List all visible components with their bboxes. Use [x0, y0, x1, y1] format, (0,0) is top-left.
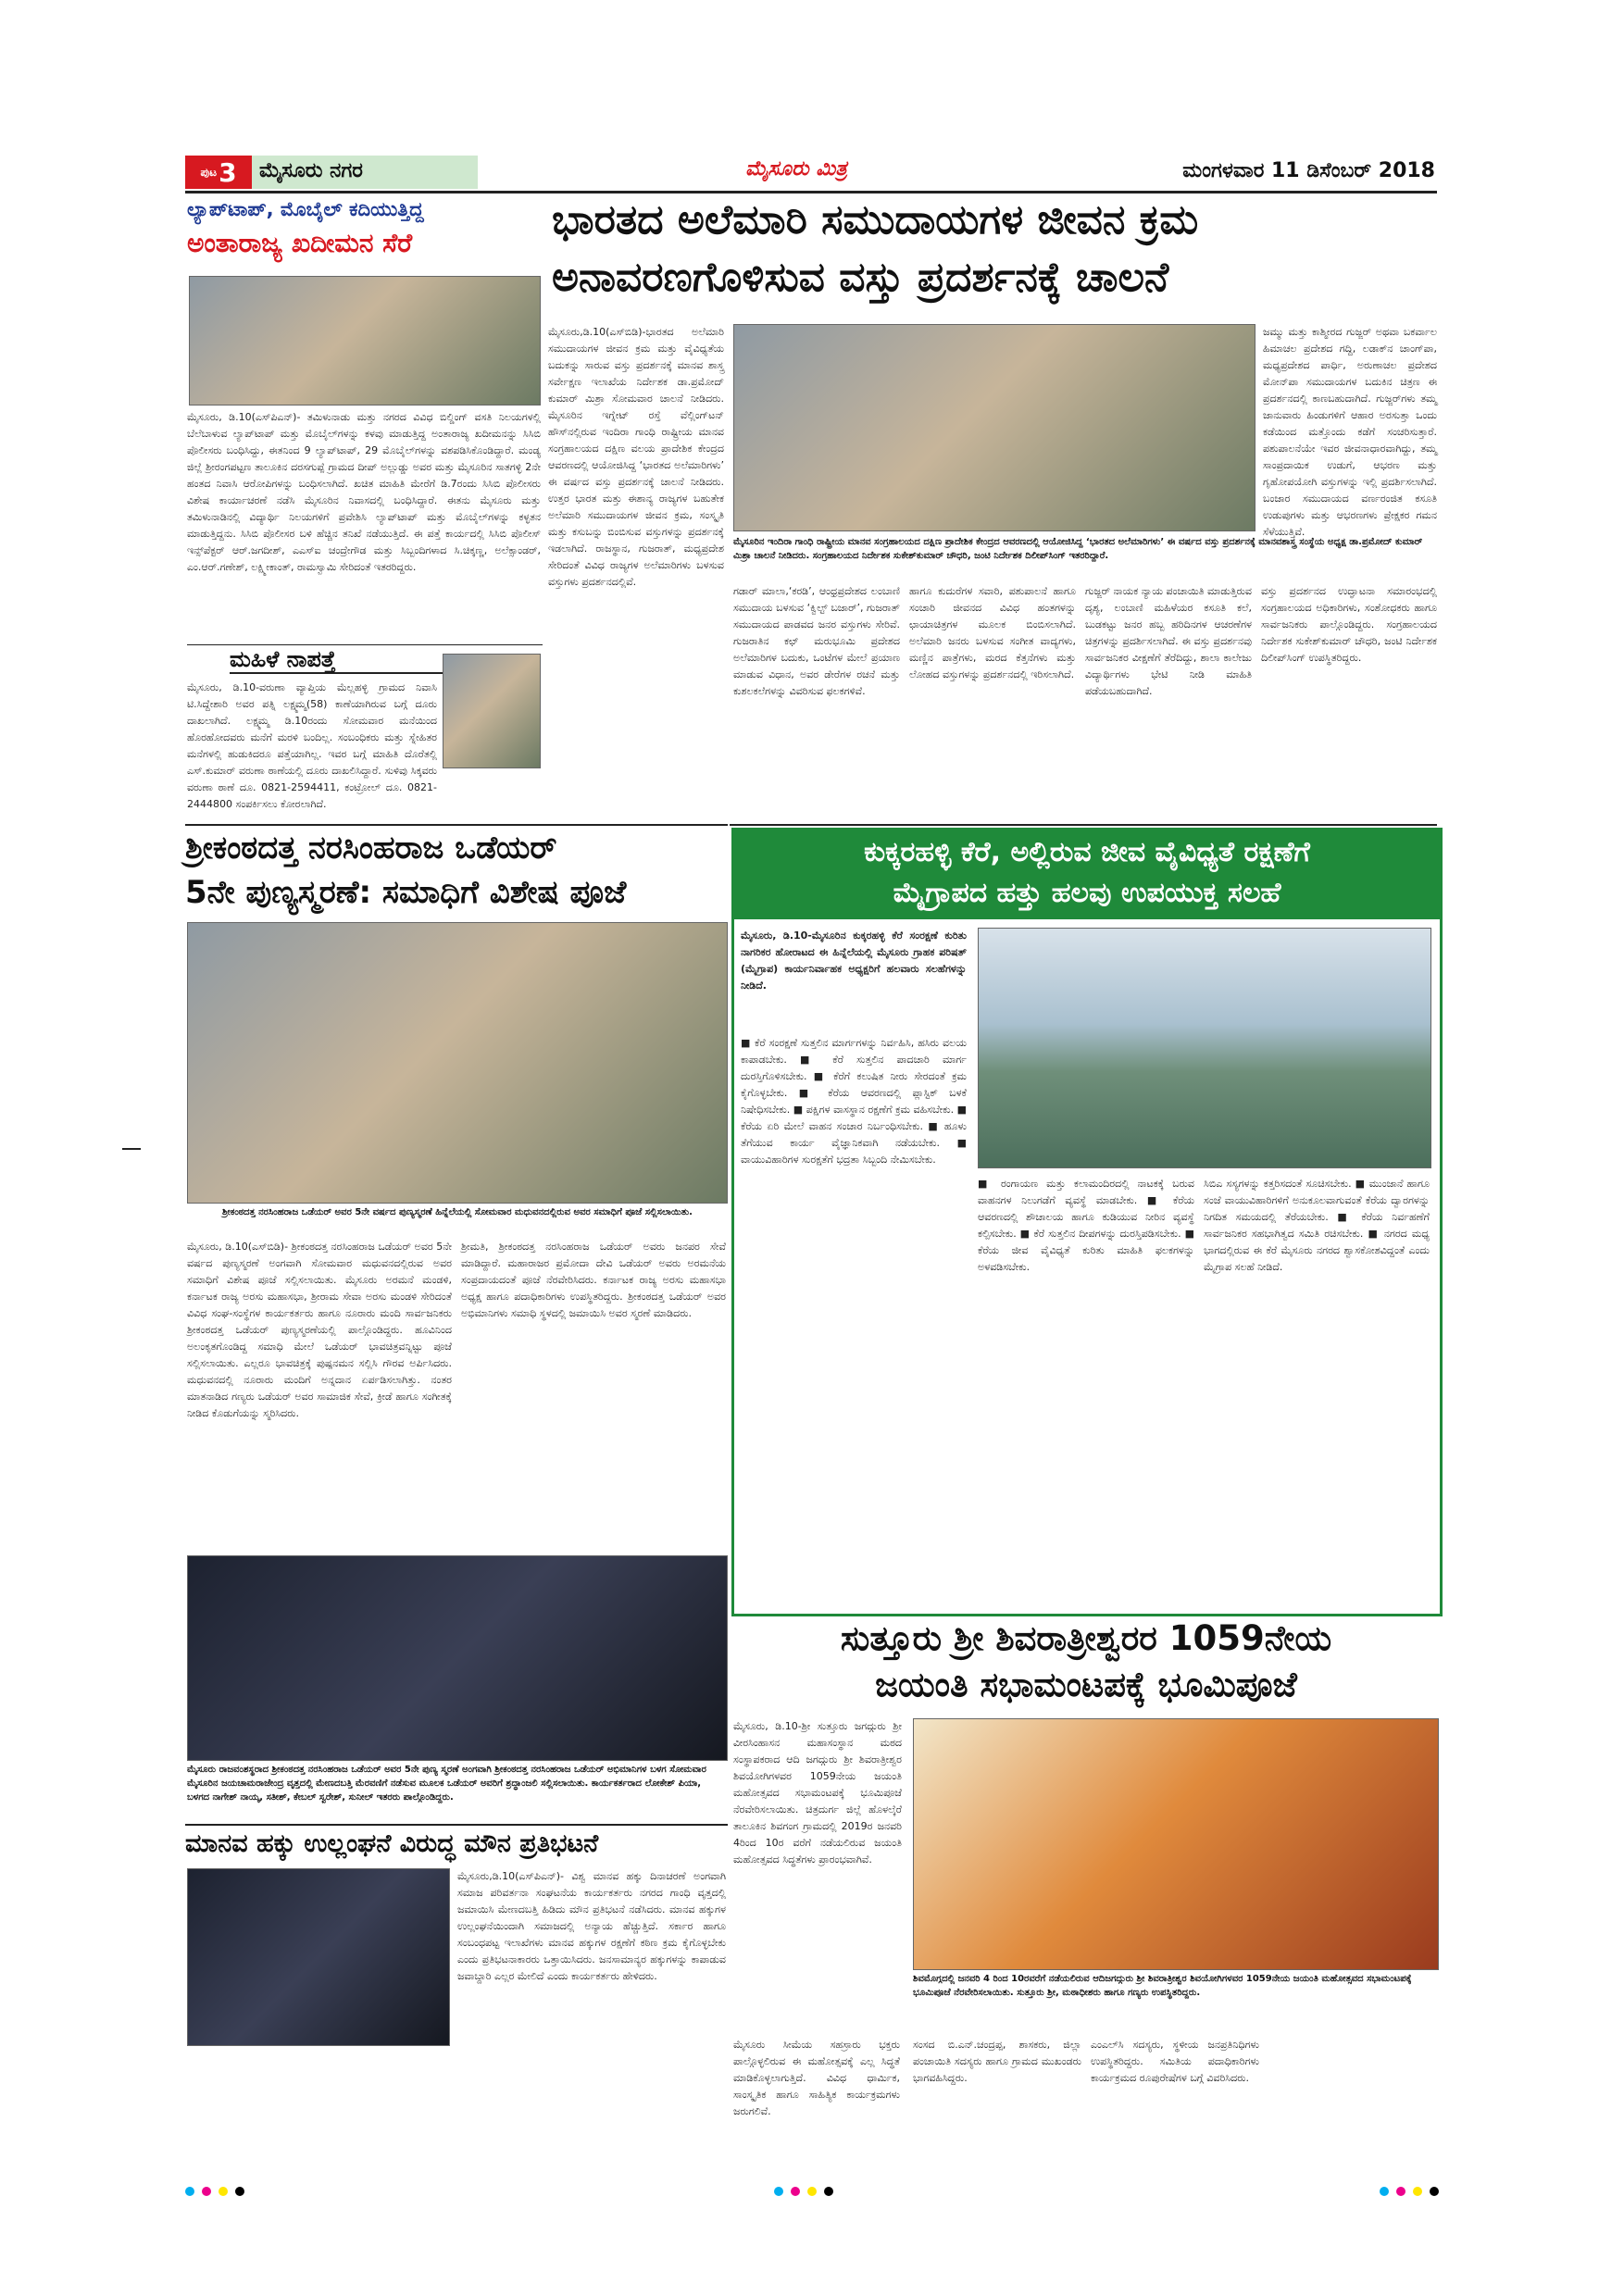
- missing-woman-photo: [443, 654, 541, 768]
- story7-col3: ಸಂಸದ ಬಿ.ಎನ್.ಚಂದ್ರಪ್ಪ, ಶಾಸಕರು, ಜಿಲ್ಲಾ ಪಂಚಾಯಿತಿ ಸದಸ್ಯರು ಹಾಗೂ ಗ್ರಾಮದ ಮುಖಂಡರು ಭಾಗವಹಿಸಿದ್ದರು.: [913, 2039, 1081, 2084]
- story3-col4: ಹಾಗೂ ಕುದುರೆಗಳ ಸವಾರಿ, ಪಶುಪಾಲನೆ ಹಾಗೂ ಸಂಚಾರಿ ಜೀವನದ ವಿವಿಧ ಹಂತಗಳನ್ನು ಛಾಯಾಚಿತ್ರಗಳ ಮೂಲಕ ಬಿಂಬಿಸಲಾಗಿದೆ. ಅಲೆಮಾರಿ ಜನರು ಬಳಸುವ ಸಂಗೀತ ವಾದ್ಯಗಳು, ಮಣ್ಣಿನ ಪಾತ್ರೆಗಳು, ಮರದ ಕೆತ್ತನೆಗಳು ಮತ್ತು ಲೋಹದ ವಸ್ತುಗಳನ್ನು ಪ್ರದರ್ಶನದಲ್ಲಿ ಇರಿಸಲಾಗಿದೆ.: [909, 585, 1076, 680]
- story3-headline-1: ಭಾರತದ ಅಲೆಮಾರಿ ಸಮುದಾಯಗಳ ಜೀವನ ಕ್ರಮ: [552, 196, 1199, 243]
- story1-body: ಮೈಸೂರು, ಡಿ.10(ಎಸ್‌ಪಿಎನ್)- ತಮಿಳುನಾಡು ಮತ್ತು ನಗರದ ವಿವಿಧ ಬಿಲ್ಡಿಂಗ್ ವಸತಿ ನಿಲಯಗಳಲ್ಲಿ ಬೆಲೆಬಾಳುವ ಲ್ಯಾಪ್‌ಟಾಪ್ ಮತ್ತು ಮೊಬೈಲ್‌ಗಳನ್ನು ಕಳವು ಮಾಡುತ್ತಿದ್ದ ಅಂತಾರಾಜ್ಯ ಖದೀಮನನ್ನು ಸಿಸಿಬಿ ಪೊಲೀಸರು ಬಂಧಿಸಿದ್ದು, ಈತನಿಂದ 9 ಲ್ಯಾಪ್‌ಟಾಪ್, 29 ಮೊಬೈಲ್‌ಗಳನ್ನು ವಶಪಡಿಸಿಕೊಂಡಿದ್ದಾರೆ. ಮಂಡ್ಯ ಜಿಲ್ಲೆ ಶ್ರೀರಂಗಪಟ್ಟಣ ತಾಲೂಕಿನ ದರಸಗುಪ್ಪೆ ಗ್ರಾಮದ ದೀಪ್ ಅಲ್ಲುಡ್ಡು ಅವರ ಮತ್ತು ಮೈಸೂರಿನ ಸಾತಗಳ್ಳಿ 2ನೇ ಹಂತದ ನಿವಾಸಿ ಆರೋಪಿಗಳನ್ನು ಬಂಧಿಸಲಾಗಿದೆ. ಖಚಿತ ಮಾಹಿತಿ ಮೇರೆಗೆ ಡಿ.7ರಂದು ಸಿಸಿಬಿ ಪೊಲೀಸರು ವಿಶೇಷ ಕಾರ್ಯಾಚರಣೆ ನಡೆಸಿ ಮೈಸೂರಿನ ನಿವಾಸದಲ್ಲಿ ಬಂಧಿಸಿದ್ದಾರೆ. ಈತನು ಮೈಸೂರು ಮತ್ತು ತಮಿಳುನಾಡಿನಲ್ಲಿ ವಿದ್ಯಾರ್ಥಿ ನಿಲಯಗಳಿಗೆ ಪ್ರವೇಶಿಸಿ ಲ್ಯಾಪ್‌ಟಾಪ್ ಮತ್ತು ಮೊಬೈಲ್‌ಗಳನ್ನು ಕಳ್ಳತನ ಮಾಡುತ್ತಿದ್ದನು. ಸಿಸಿಬಿ ಪೊಲೀಸರ ಬಳಿ ಹೆಚ್ಚಿನ ತನಿಖೆ ನಡೆಯುತ್ತಿದೆ. ಈ ಪತ್ತೆ ಕಾರ್ಯದಲ್ಲಿ ಸಿಸಿಬಿ ಪೊಲೀಸ್ ಇನ್ಸ್‌ಪೆಕ್ಟರ್ ಆರ್.ಜಗದೀಶ್, ಎಎಸ್‌ಐ ಚಂದ್ರೇಗೌಡ ಮತ್ತು ಸಿಬ್ಬಂದಿಗಳಾದ ಸಿ.ಚಿಕ್ಕಣ್ಣ, ಅಲೆಕ್ಸಾಂಡರ್, ಎಂ.ಆರ್.ಗಣೇಶ್, ಲಕ್ಷ್ಮೀಕಾಂತ್, ರಾಮಸ್ವಾಮಿ ಸೇರಿದಂತೆ ಇತರರಿದ್ದರು.: [187, 411, 541, 573]
- story4-divider: [185, 1824, 728, 1826]
- story3-photo: [733, 324, 1255, 531]
- story6-col3: ಸಿಬಿಎ ಸಸ್ಯಗಳನ್ನು ಕತ್ತರಿಸದಂತೆ ಸೂಚಿಸಬೇಕು. ■ ಮುಂಜಾನೆ ಹಾಗೂ ಸಂಜೆ ವಾಯುವಿಹಾರಿಗಳಿಗೆ ಅನುಕೂಲವಾಗುವಂತೆ ಕೆರೆಯ ದ್ವಾರಗಳನ್ನು ನಿಗದಿತ ಸಮಯದಲ್ಲಿ ತೆರೆಯಬೇಕು. ■ ಕೆರೆಯ ನಿರ್ವಹಣೆಗೆ ಸಾರ್ವಜನಿಕರ ಸಹಭಾಗಿತ್ವದ ಸಮಿತಿ ರಚಿಸಬೇಕು. ■ ನಗರದ ಮಧ್ಯ ಭಾಗದಲ್ಲಿರುವ ಈ ಕೆರೆ ಮೈಸೂರು ನಗರದ ಶ್ವಾಸಕೋಶವಿದ್ದಂತೆ ಎಂದು ಮೈಗ್ರಾಪ ಸಲಹೆ ನೀಡಿದೆ.: [1204, 1178, 1430, 1273]
- story4-photo-1: [187, 922, 728, 1204]
- story3-caption: ಮೈಸೂರಿನ ಇಂದಿರಾ ಗಾಂಧಿ ರಾಷ್ಟ್ರೀಯ ಮಾನವ ಸಂಗ್ರಹಾಲಯದ ದಕ್ಷಿಣ ಪ್ರಾದೇಶಿಕ ಕೇಂದ್ರದ ಆವರಣದಲ್ಲಿ ಆಯೋಜಿಸಿದ್ದ ‘ಭಾರತದ ಅಲೆಮಾರಿಗಳು’ ಈ ವರ್ಷದ ವಸ್ತು ಪ್ರದರ್ಶನಕ್ಕೆ ಮಾನವಶಾಸ್ತ್ರ ಸಂಸ್ಥೆಯ ಅಧ್ಯಕ್ಷ ಡಾ.ಪ್ರಮೋದ್ ಕುಮಾರ್ ಮಿಶ್ರಾ ಚಾಲನೆ ನೀಡಿದರು. ಸಂಗ್ರಹಾಲಯದ ನಿರ್ದೇಶಕ ಸುಕೇಶ್‌ಕುಮಾರ್ ಚೌಧರಿ, ಜಂಟಿ ನಿರ್ದೇಶಕ ದಿಲೀಪ್‌ಸಿಂಗ್ ಇತರರಿದ್ದಾರೆ.: [733, 537, 1423, 561]
- story2-divider: [185, 824, 728, 826]
- story5-body: ಮೈಸೂರು,ಡಿ.10(ಎಸ್‌ಪಿಎನ್)- ವಿಶ್ವ ಮಾನವ ಹಕ್ಕು ದಿನಾಚರಣೆ ಅಂಗವಾಗಿ ಸಮಾಜ ಪರಿವರ್ತನಾ ಸಂಘಟನೆಯ ಕಾರ್ಯಕರ್ತರು ನಗರದ ಗಾಂಧಿ ವೃತ್ತದಲ್ಲಿ ಜಮಾಯಿಸಿ ಮೇಣದಬತ್ತಿ ಹಿಡಿದು ಮೌನ ಪ್ರತಿಭಟನೆ ನಡೆಸಿದರು. ಮಾನವ ಹಕ್ಕುಗಳ ಉಲ್ಲಂಘನೆಯಿಂದಾಗಿ ಸಮಾಜದಲ್ಲಿ ಅನ್ಯಾಯ ಹೆಚ್ಚುತ್ತಿದೆ. ಸರ್ಕಾರ ಹಾಗೂ ಸಂಬಂಧಪಟ್ಟ ಇಲಾಖೆಗಳು ಮಾನವ ಹಕ್ಕುಗಳ ರಕ್ಷಣೆಗೆ ಕಠಿಣ ಕ್ರಮ ಕೈಗೊಳ್ಳಬೇಕು ಎಂದು ಪ್ರತಿಭಟನಾಕಾರರು ಒತ್ತಾಯಿಸಿದರು. ಜನಸಾಮಾನ್ಯರ ಹಕ್ಕುಗಳನ್ನು ಕಾಪಾಡುವ ಜವಾಬ್ದಾರಿ ಎಲ್ಲರ ಮೇಲಿದೆ ಎಂದು ಕಾರ್ಯಕರ್ತರು ಹೇಳಿದರು.: [457, 1870, 726, 1982]
- story4-caption-1: ಶ್ರೀಕಂಠದತ್ತ ನರಸಿಂಹರಾಜ ಒಡೆಯರ್ ಅವರ 5ನೇ ವರ್ಷದ ಪುಣ್ಯಸ್ಮರಣೆ ಹಿನ್ನೆಲೆಯಲ್ಲಿ ಸೋಮವಾರ ಮಧುವನದಲ್ಲಿರುವ ಅವರ ಸಮಾಧಿಗೆ ಪೂಜೆ ಸಲ್ಲಿಸಲಾಯಿತು.: [222, 1207, 693, 1217]
- story7-col4: ಎಂಎಲ್‌ಸಿ ಸದಸ್ಯರು, ಸ್ಥಳೀಯ ಜನಪ್ರತಿನಿಧಿಗಳು ಉಪಸ್ಥಿತರಿದ್ದರು. ಸಮಿತಿಯ ಪದಾಧಿಕಾರಿಗಳು ಕಾರ್ಯಕ್ರಮದ ರೂಪುರೇಷೆಗಳ ಬಗ್ಗೆ ವಿವರಿಸಿದರು.: [1091, 2039, 1259, 2084]
- story3-col3: ಗಡಾರ್ ಮಾಲಾ,‘ಕರಡಿ’, ಆಂಧ್ರಪ್ರದೇಶದ ಲಂಬಾಣಿ ಸಮುದಾಯ ಬಳಸುವ ‘ಕ್ವಿಲ್ಟ್ ಬಜಾರ್’, ಗುಜರಾತ್ ಸಮುದಾಯದ ಪಾಡವದ ಜನರ ವಸ್ತುಗಳು ಸೇರಿವೆ. ಗುಜರಾತಿನ ಕಛ್ ಮರುಭೂಮಿ ಪ್ರದೇಶದ ಅಲೆಮಾರಿಗಳ ಬದುಕು, ಒಂಟೆಗಳ ಮೇಲೆ ಪ್ರಯಾಣ ಮಾಡುವ ವಿಧಾನ, ಅವರ ಡೇರೆಗಳ ರಚನೆ ಮತ್ತು ಕುಶಲಕಲೆಗಳನ್ನು ವಿವರಿಸುವ ಫಲಕಗಳಿವೆ.: [733, 585, 900, 697]
- masthead-logo: ಮೈಸೂರು ಮಿತ್ರ: [745, 157, 847, 181]
- fold-mark: [122, 1148, 141, 1150]
- story6-headline-1: ಕುಕ್ಕರಹಳ್ಳಿ ಕೆರೆ, ಅಲ್ಲಿರುವ ಜೀವ ವೈವಿಧ್ಯತೆ ರಕ್ಷಣೆಗೆ: [864, 836, 1310, 868]
- story4-headline-2: 5ನೇ ಪುಣ್ಯಸ್ಮರಣೆ: ಸಮಾಧಿಗೆ ವಿಶೇಷ ಪೂಜೆ: [185, 874, 627, 911]
- cyan-dot: [774, 2187, 783, 2196]
- story1-kicker: ಲ್ಯಾಪ್‌ಟಾಪ್, ಮೊಬೈಲ್ ಕದಿಯುತ್ತಿದ್ದ: [187, 198, 424, 220]
- story3-col1: ಮೈಸೂರು,ಡಿ.10(ಎಸ್‌ಬಿಡಿ)-ಭಾರತದ ಅಲೆಮಾರಿ ಸಮುದಾಯಗಳ ಜೀವನ ಕ್ರಮ ಮತ್ತು ವೈವಿಧ್ಯತೆಯ ಬದುಕನ್ನು ಸಾರುವ ವಸ್ತು ಪ್ರದರ್ಶನಕ್ಕೆ ಮಾನವ ಶಾಸ್ತ್ರ ಸರ್ವೇಕ್ಷಣ ಇಲಾಖೆಯ ನಿರ್ದೇಶಕ ಡಾ.ಪ್ರಮೋದ್ ಕುಮಾರ್ ಮಿಶ್ರಾ ಸೋಮವಾರ ಚಾಲನೆ ನೀಡಿದರು. ಮೈಸೂರಿನ ಇಗ್ನೇಟ್ ರಸ್ತೆ ವೆಲ್ಲಿಂಗ್‌ಟನ್ ಹೌಸ್‌ನಲ್ಲಿರುವ ಇಂದಿರಾ ಗಾಂಧಿ ರಾಷ್ಟ್ರೀಯ ಮಾನವ ಸಂಗ್ರಹಾಲಯದ ದಕ್ಷಿಣ ವಲಯ ಪ್ರಾದೇಶಿಕ ಕೇಂದ್ರದ ಆವರಣದಲ್ಲಿ ಆಯೋಜಿಸಿದ್ದ ‘ಭಾರತದ ಅಲೆಮಾರಿಗಳು’ ಈ ವರ್ಷದ ವಸ್ತು ಪ್ರದರ್ಶನಕ್ಕೆ ಚಾಲನೆ ನೀಡಿದರು. ಉತ್ತರ ಭಾರತ ಮತ್ತು ಈಶಾನ್ಯ ರಾಜ್ಯಗಳ ಬಹುತೇಕ ಅಲೆಮಾರಿ ಸಮುದಾಯಗಳ ಜೀವನ ಕ್ರಮ, ಸಂಸ್ಕೃತಿ ಮತ್ತು ಕಸುಬನ್ನು ಬಿಂಬಿಸುವ ವಸ್ತುಗಳನ್ನು ಪ್ರದರ್ಶನಕ್ಕೆ ಇಡಲಾಗಿದೆ. ರಾಜಸ್ಥಾನ, ಗುಜರಾತ್, ಮಧ್ಯಪ್ರದೇಶ ಸೇರಿದಂತೆ ವಿವಿಧ ರಾಜ್ಯಗಳ ಅಲೆಮಾರಿಗಳು ಬಳಸುವ ವಸ್ತುಗಳು ಪ್ರದರ್ಶನದಲ್ಲಿವೆ.: [548, 326, 724, 588]
- story1-divider: [187, 644, 543, 645]
- header-rule: [185, 191, 1437, 193]
- section-tab: [185, 156, 478, 189]
- black-dot: [824, 2187, 833, 2196]
- story5-headline: ಮಾನವ ಹಕ್ಕು ಉಲ್ಲಂಘನೆ ವಿರುದ್ಧ ಮೌನ ಪ್ರತಿಭಟನೆ: [185, 1829, 599, 1858]
- magenta-dot: [791, 2187, 800, 2196]
- story3-col2: ಜಮ್ಮು ಮತ್ತು ಕಾಶ್ಮೀರದ ಗುಜ್ಜರ್ ಅಥವಾ ಬಕರ್ವಾಲ ಹಿಮಾಚಲ ಪ್ರದೇಶದ ಗದ್ದಿ, ಲಡಾಕ್‌ನ ಚಾಂಗ್‌ಪಾ, ಮಧ್ಯಪ್ರದೇಶದ ಪಾರ್ಧಿ, ಅರುಣಾಚಲ ಪ್ರದೇಶದ ಮೋನ್‌ಪಾ ಸಮುದಾಯಗಳ ಬದುಕಿನ ಚಿತ್ರಣ ಈ ಪ್ರದರ್ಶನದಲ್ಲಿ ಕಾಣಬಹುದಾಗಿದೆ. ಗುಜ್ಜರ್‌ಗಳು ತಮ್ಮ ಜಾನುವಾರು ಹಿಂಡುಗಳಿಗೆ ಆಹಾರ ಅರಸುತ್ತಾ ಒಂದು ಕಡೆಯಿಂದ ಮತ್ತೊಂದು ಕಡೆಗೆ ಸಂಚರಿಸುತ್ತಾರೆ. ಪಶುಪಾಲನೆಯೇ ಇವರ ಜೀವನಾಧಾರವಾಗಿದ್ದು, ತಮ್ಮ ಸಾಂಪ್ರದಾಯಿಕ ಉಡುಗೆ, ಆಭರಣ ಮತ್ತು ಗೃಹೋಪಯೋಗಿ ವಸ್ತುಗಳನ್ನು ಇಲ್ಲಿ ಪ್ರದರ್ಶಿಸಲಾಗಿದೆ. ಬಂಜಾರ ಸಮುದಾಯದ ವರ್ಣರಂಜಿತ ಕಸೂತಿ ಉಡುಪುಗಳು ಮತ್ತು ಆಭರಣಗಳು ಪ್ರೇಕ್ಷಕರ ಗಮನ ಸೆಳೆಯುತ್ತಿವೆ.: [1263, 326, 1437, 538]
- story7-caption: ಶಿವಮೊಗ್ಗದಲ್ಲಿ ಜನವರಿ 4 ರಿಂದ 10ರವರೆಗೆ ನಡೆಯಲಿರುವ ಆದಿಜಗದ್ಗುರು ಶ್ರೀ ಶಿವರಾತ್ರೀಶ್ವರ ಶಿವಯೋಗಿಗಳವರ 1059ನೇಯ ಜಯಂತಿ ಮಹೋತ್ಸವದ ಸಭಾಮಂಟಪಕ್ಕೆ ಭೂಮಿಪೂಜೆ ನೆರವೇರಿಸಲಾಯಿತು. ಸುತ್ತೂರು ಶ್ರೀ, ಮಠಾಧೀಶರು ಹಾಗೂ ಗಣ್ಯರು ಉಪಸ್ಥಿತರಿದ್ದರು.: [913, 1974, 1412, 1998]
- yellow-dot: [807, 2187, 817, 2196]
- yellow-dot: [219, 2187, 228, 2196]
- magenta-dot: [202, 2187, 211, 2196]
- story3-col5: ಗುಜ್ಜರ್ ನಾಯಕ ನ್ಯಾಯ ಪಂಚಾಯಿತಿ ಮಾಡುತ್ತಿರುವ ದೃಶ್ಯ, ಲಂಬಾಣಿ ಮಹಿಳೆಯರ ಕಸೂತಿ ಕಲೆ, ಬುಡಕಟ್ಟು ಜನರ ಹಬ್ಬ ಹರಿದಿನಗಳ ಆಚರಣೆಗಳ ಚಿತ್ರಗಳನ್ನು ಪ್ರದರ್ಶಿಸಲಾಗಿದೆ. ಈ ವಸ್ತು ಪ್ರದರ್ಶನವು ಸಾರ್ವಜನಿಕರ ವೀಕ್ಷಣೆಗೆ ತೆರೆದಿದ್ದು, ಶಾಲಾ ಕಾಲೇಜು ವಿದ್ಯಾರ್ಥಿಗಳು ಭೇಟಿ ನೀಡಿ ಮಾಹಿತಿ ಪಡೆಯಬಹುದಾಗಿದೆ.: [1085, 585, 1252, 697]
- story7-col2: ಮೈಸೂರು ಸೀಮೆಯ ಸಹಸ್ರಾರು ಭಕ್ತರು ಪಾಲ್ಗೊಳ್ಳಲಿರುವ ಈ ಮಹೋತ್ಸವಕ್ಕೆ ಎಲ್ಲ ಸಿದ್ಧತೆ ಮಾಡಿಕೊಳ್ಳಲಾಗುತ್ತಿದೆ. ವಿವಿಧ ಧಾರ್ಮಿಕ, ಸಾಂಸ್ಕೃತಿಕ ಹಾಗೂ ಸಾಹಿತ್ಯಿಕ ಕಾರ್ಯಕ್ರಮಗಳು ಜರುಗಲಿವೆ.: [733, 2039, 900, 2117]
- story3-divider: [730, 824, 1437, 826]
- story4-body-2: ಶ್ರೀಮತಿ, ಶ್ರೀಕಂಠದತ್ತ ನರಸಿಂಹರಾಜ ಒಡೆಯರ್ ಅವರು ಜನಪರ ಸೇವೆ ಮಾಡಿದ್ದಾರೆ. ಮಹಾರಾಜರ ಪ್ರಮೋದಾ ದೇವಿ ಒಡೆಯರ್ ಅವರು ಅರಮನೆಯ ಸಂಪ್ರದಾಯದಂತೆ ಪೂಜೆ ನೆರವೇರಿಸಿದರು. ಕರ್ನಾಟಕ ರಾಜ್ಯ ಅರಸು ಮಹಾಸಭಾ ಅಧ್ಯಕ್ಷ ಹಾಗೂ ಪದಾಧಿಕಾರಿಗಳು ಉಪಸ್ಥಿತರಿದ್ದರು. ಶ್ರೀಕಂಠದತ್ತ ಒಡೆಯರ್ ಅವರ ಅಭಿಮಾನಿಗಳು ಸಮಾಧಿ ಸ್ಥಳದಲ್ಲಿ ಜಮಾಯಿಸಿ ಅವರ ಸ್ಮರಣೆ ಮಾಡಿದರು.: [461, 1241, 726, 1319]
- story2-headline: ಮಹಿಳೆ ನಾಪತ್ತೆ: [230, 646, 470, 674]
- cyan-dot: [185, 2187, 194, 2196]
- page-label: ಪುಟ: [200, 165, 218, 179]
- story5-photo: [187, 1868, 450, 2046]
- story4-headline-1: ಶ್ರೀಕಂಠದತ್ತ ನರಸಿಂಹರಾಜ ಒಡೆಯರ್: [185, 830, 557, 867]
- section-title: ಮೈಸೂರು ನಗರ: [259, 159, 363, 182]
- cmyk-registration-left: [185, 2187, 244, 2196]
- story6-col2: ■ ರಂಗಾಯಣ ಮತ್ತು ಕಲಾಮಂದಿರದಲ್ಲಿ ನಾಟಕಕ್ಕೆ ಬರುವ ವಾಹನಗಳ ನಿಲುಗಡೆಗೆ ವ್ಯವಸ್ಥೆ ಮಾಡಬೇಕು. ■ ಕೆರೆಯ ಆವರಣದಲ್ಲಿ ಶೌಚಾಲಯ ಹಾಗೂ ಕುಡಿಯುವ ನೀರಿನ ವ್ಯವಸ್ಥೆ ಕಲ್ಪಿಸಬೇಕು. ■ ಕೆರೆ ಸುತ್ತಲಿನ ದೀಪಗಳನ್ನು ದುರಸ್ತಿಪಡಿಸಬೇಕು. ■ ಕೆರೆಯ ಜೀವ ವೈವಿಧ್ಯತೆ ಕುರಿತು ಮಾಹಿತಿ ಫಲಕಗಳನ್ನು ಅಳವಡಿಸಬೇಕು.: [978, 1178, 1194, 1273]
- kukkarahalli-lake-photo: [978, 928, 1431, 1168]
- story3-col6: ವಸ್ತು ಪ್ರದರ್ಶನದ ಉದ್ಘಾಟನಾ ಸಮಾರಂಭದಲ್ಲಿ ಸಂಗ್ರಹಾಲಯದ ಅಧಿಕಾರಿಗಳು, ಸಂಶೋಧಕರು ಹಾಗೂ ಸಾರ್ವಜನಿಕರು ಪಾಲ್ಗೊಂಡಿದ್ದರು. ಸಂಗ್ರಹಾಲಯದ ನಿರ್ದೇಶಕ ಸುಕೇಶ್‌ಕುಮಾರ್ ಚೌಧರಿ, ಜಂಟಿ ನಿರ್ದೇಶಕ ದಿಲೀಪ್‌ಸಿಂಗ್ ಉಪಸ್ಥಿತರಿದ್ದರು.: [1261, 585, 1437, 664]
- story6-lead: ಮೈಸೂರು, ಡಿ.10-ಮೈಸೂರಿನ ಕುಕ್ಕರಹಳ್ಳಿ ಕೆರೆ ಸಂರಕ್ಷಣೆ ಕುರಿತು ನಾಗರಿಕರ ಹೋರಾಟದ ಈ ಹಿನ್ನೆಲೆಯಲ್ಲಿ ಮೈಸೂರು ಗ್ರಾಹಕ ಪರಿಷತ್ (ಮೈಗ್ರಾಪ) ಕಾರ್ಯನಿರ್ವಾಹಕ ಅಧ್ಯಕ್ಷರಿಗೆ ಹಲವಾರು ಸಲಹೆಗಳನ್ನು ನೀಡಿದೆ.: [741, 930, 967, 992]
- story4-caption-2: ಮೈಸೂರು ರಾಜವಂಶಸ್ಥರಾದ ಶ್ರೀಕಂಠದತ್ತ ನರಸಿಂಹರಾಜ ಒಡೆಯರ್ ಅವರ 5ನೇ ಪುಣ್ಯ ಸ್ಮರಣೆ ಅಂಗವಾಗಿ ಶ್ರೀಕಂಠದತ್ತ ನರಸಿಂಹರಾಜ ಒಡೆಯರ್ ಅಭಿಮಾನಿಗಳ ಬಳಗ ಸೋಮವಾರ ಮೈಸೂರಿನ ಜಯಚಾಮರಾಜೇಂದ್ರ ವೃತ್ತದಲ್ಲಿ ಮೇಣದಬತ್ತಿ ಮೆರವಣಿಗೆ ನಡೆಸುವ ಮೂಲಕ ಒಡೆಯರ್ ಅವರಿಗೆ ಶ್ರದ್ಧಾಂಜಲಿ ಸಲ್ಲಿಸಲಾಯಿತು. ಕಾರ್ಯಕರ್ತರಾದ ಲೋಕೇಶ್ ಪಿಯಾ, ಬಳಗದ ನಾಗೇಶ್ ನಾಯ್ಕ, ಸತೀಶ್, ಕೇಬಲ್ ಸ್ವರೇಶ್, ಸುನೀಲ್ ಇತರರು ಪಾಲ್ಗೊಂಡಿದ್ದರು.: [187, 1765, 706, 1803]
- cmyk-registration-center: [774, 2187, 833, 2196]
- story3-headline-2: ಅನಾವರಣಗೊಳಿಸುವ ವಸ್ತು ಪ್ರದರ್ಶನಕ್ಕೆ ಚಾಲನೆ: [552, 254, 1169, 301]
- cmyk-registration-right: [1380, 2187, 1439, 2196]
- story1-headline: ಅಂತಾರಾಜ್ಯ ಖದೀಮನ ಸೆರೆ: [187, 228, 413, 258]
- story7-headline-1: ಸುತ್ತೂರು ಶ್ರೀ ಶಿವರಾತ್ರೀಶ್ವರರ 1059ನೇಯ: [840, 1618, 1332, 1658]
- black-dot: [235, 2187, 244, 2196]
- story6-banner: [734, 830, 1440, 919]
- story6-headline-2: ಮೈಗ್ರಾಪದ ಹತ್ತು ಹಲವು ಉಪಯುಕ್ತ ಸಲಹೆ: [893, 877, 1281, 909]
- issue-date: ಮಂಗಳವಾರ 11 ಡಿಸೆಂಬರ್ 2018: [1182, 159, 1435, 182]
- page-number: 3: [219, 156, 237, 188]
- cyan-dot: [1380, 2187, 1389, 2196]
- story4-body: ಮೈಸೂರು, ಡಿ.10(ಎಸ್‌ಬಿಡಿ)- ಶ್ರೀಕಂಠದತ್ತ ನರಸಿಂಹರಾಜ ಒಡೆಯರ್ ಅವರ 5ನೇ ವರ್ಷದ ಪುಣ್ಯಸ್ಮರಣೆ ಅಂಗವಾಗಿ ಸೋಮವಾರ ಮಧುವನದಲ್ಲಿರುವ ಅವರ ಸಮಾಧಿಗೆ ವಿಶೇಷ ಪೂಜೆ ಸಲ್ಲಿಸಲಾಯಿತು. ಮೈಸೂರು ಅರಮನೆ ಮಂಡಳಿ, ಕರ್ನಾಟಕ ರಾಜ್ಯ ಅರಸು ಮಹಾಸಭಾ, ಶ್ರೀರಾಮ ಸೇವಾ ಅರಸು ಮಂಡಳಿ ಸೇರಿದಂತೆ ವಿವಿಧ ಸಂಘ-ಸಂಸ್ಥೆಗಳ ಕಾರ್ಯಕರ್ತರು ಹಾಗೂ ನೂರಾರು ಮಂದಿ ಸಾರ್ವಜನಿಕರು ಶ್ರೀಕಂಠದತ್ತ ಒಡೆಯರ್ ಪುಣ್ಯಸ್ಮರಣೆಯಲ್ಲಿ ಪಾಲ್ಗೊಂಡಿದ್ದರು. ಹೂವಿನಿಂದ ಅಲಂಕೃತಗೊಂಡಿದ್ದ ಸಮಾಧಿ ಮೇಲೆ ಒಡೆಯರ್ ಭಾವಚಿತ್ರವನ್ನಿಟ್ಟು ಪೂಜೆ ಸಲ್ಲಿಸಲಾಯಿತು. ಎಲ್ಲರೂ ಭಾವಚಿತ್ರಕ್ಕೆ ಪುಷ್ಪನಮನ ಸಲ್ಲಿಸಿ ಗೌರವ ಅರ್ಪಿಸಿದರು. ಮಧುವನದಲ್ಲಿ ನೂರಾರು ಮಂದಿಗೆ ಅನ್ನದಾನ ಏರ್ಪಡಿಸಲಾಗಿತ್ತು. ನಂತರ ಮಾತನಾಡಿದ ಗಣ್ಯರು ಒಡೆಯರ್ ಅವರ ಸಾಮಾಜಿಕ ಸೇವೆ, ಕ್ರೀಡೆ ಹಾಗೂ ಸಂಗೀತಕ್ಕೆ ನೀಡಿದ ಕೊಡುಗೆಯನ್ನು ಸ್ಮರಿಸಿದರು.: [187, 1241, 452, 1419]
- story7-photo: [913, 1718, 1439, 1970]
- black-dot: [1430, 2187, 1439, 2196]
- story1-photo: [189, 276, 541, 406]
- story2-body: ಮೈಸೂರು, ಡಿ.10-ವರುಣಾ ವ್ಯಾಪ್ತಿಯ ಮೆಲ್ಲಹಳ್ಳಿ ಗ್ರಾಮದ ನಿವಾಸಿ ಟಿ.ಸಿದ್ದೇಶಾರಿ ಅವರ ಪತ್ನಿ ಲಕ್ಷ್ಮಮ್ಮ(58) ಕಾಣೆಯಾಗಿರುವ ಬಗ್ಗೆ ದೂರು ದಾಖಲಾಗಿದೆ. ಲಕ್ಷ್ಮಮ್ಮ ಡಿ.10ರಂದು ಸೋಮವಾರ ಮನೆಯಿಂದ ಹೊರಹೋದವರು ಮನೆಗೆ ಮರಳಿ ಬಂದಿಲ್ಲ. ಸಂಬಂಧಿಕರು ಮತ್ತು ಸ್ನೇಹಿತರ ಮನೆಗಳಲ್ಲಿ ಹುಡುಕಿದರೂ ಪತ್ತೆಯಾಗಿಲ್ಲ. ಇವರ ಬಗ್ಗೆ ಮಾಹಿತಿ ದೊರೆತಲ್ಲಿ ಎಸ್.ಕುಮಾರ್ ವರುಣಾ ಠಾಣೆಯಲ್ಲಿ ದೂರು ದಾಖಲಿಸಿದ್ದಾರೆ. ಸುಳಿವು ಸಿಕ್ಕವರು ವರುಣಾ ಠಾಣೆ ದೂ. 0821-2594411, ಕಂಟ್ರೋಲ್ ದೂ. 0821-2444800 ಸಂಪರ್ಕಿಸಲು ಕೋರಲಾಗಿದೆ.: [187, 681, 437, 810]
- story4-photo-2: [187, 1555, 728, 1761]
- page-number-badge: [185, 156, 252, 189]
- story7-headline-2: ಜಯಂತಿ ಸಭಾಮಂಟಪಕ್ಕೆ ಭೂಮಿಪೂಜೆ: [875, 1665, 1297, 1704]
- story6-col1: ■ ಕೆರೆ ಸಂರಕ್ಷಣೆ ಸುತ್ತಲಿನ ಮಾರ್ಗಗಳನ್ನು ನಿರ್ವಹಿಸಿ, ಹಸಿರು ವಲಯ ಕಾಪಾಡಬೇಕು. ■ ಕೆರೆ ಸುತ್ತಲಿನ ಪಾದಚಾರಿ ಮಾರ್ಗ ದುರಸ್ತಿಗೊಳಿಸಬೇಕು. ■ ಕೆರೆಗೆ ಕಲುಷಿತ ನೀರು ಸೇರದಂತೆ ಕ್ರಮ ಕೈಗೊಳ್ಳಬೇಕು. ■ ಕೆರೆಯ ಆವರಣದಲ್ಲಿ ಪ್ಲಾಸ್ಟಿಕ್ ಬಳಕೆ ನಿಷೇಧಿಸಬೇಕು. ■ ಪಕ್ಷಿಗಳ ವಾಸಸ್ಥಾನ ರಕ್ಷಣೆಗೆ ಕ್ರಮ ವಹಿಸಬೇಕು. ■ ಕೆರೆಯ ಏರಿ ಮೇಲೆ ವಾಹನ ಸಂಚಾರ ನಿರ್ಬಂಧಿಸಬೇಕು. ■ ಹೂಳು ತೆಗೆಯುವ ಕಾರ್ಯ ವೈಜ್ಞಾನಿಕವಾಗಿ ನಡೆಯಬೇಕು. ■ ವಾಯುವಿಹಾರಿಗಳ ಸುರಕ್ಷತೆಗೆ ಭದ್ರತಾ ಸಿಬ್ಬಂದಿ ನೇಮಿಸಬೇಕು.: [741, 1037, 967, 1166]
- yellow-dot: [1413, 2187, 1422, 2196]
- story7-col1: ಮೈಸೂರು, ಡಿ.10-ಶ್ರೀ ಸುತ್ತೂರು ಜಗದ್ಗುರು ಶ್ರೀ ವೀರಸಿಂಹಾಸನ ಮಹಾಸಂಸ್ಥಾನ ಮಠದ ಸಂಸ್ಥಾಪಕರಾದ ಆದಿ ಜಗದ್ಗುರು ಶ್ರೀ ಶಿವರಾತ್ರೀಶ್ವರ ಶಿವಯೋಗಿಗಳವರ 1059ನೇಯ ಜಯಂತಿ ಮಹೋತ್ಸವದ ಸಭಾಮಂಟಪಕ್ಕೆ ಭೂಮಿಪೂಜೆ ನೆರವೇರಿಸಲಾಯಿತು. ಚಿತ್ರದುರ್ಗ ಜಿಲ್ಲೆ ಹೊಳಲ್ಕೆರೆ ತಾಲೂಕಿನ ಶಿವಗಂಗ ಗ್ರಾಮದಲ್ಲಿ 2019ರ ಜನವರಿ 4ರಿಂದ 10ರ ವರೆಗೆ ನಡೆಯಲಿರುವ ಜಯಂತಿ ಮಹೋತ್ಸವದ ಸಿದ್ಧತೆಗಳು ಪ್ರಾರಂಭವಾಗಿವೆ.: [733, 1720, 902, 1866]
- magenta-dot: [1396, 2187, 1405, 2196]
